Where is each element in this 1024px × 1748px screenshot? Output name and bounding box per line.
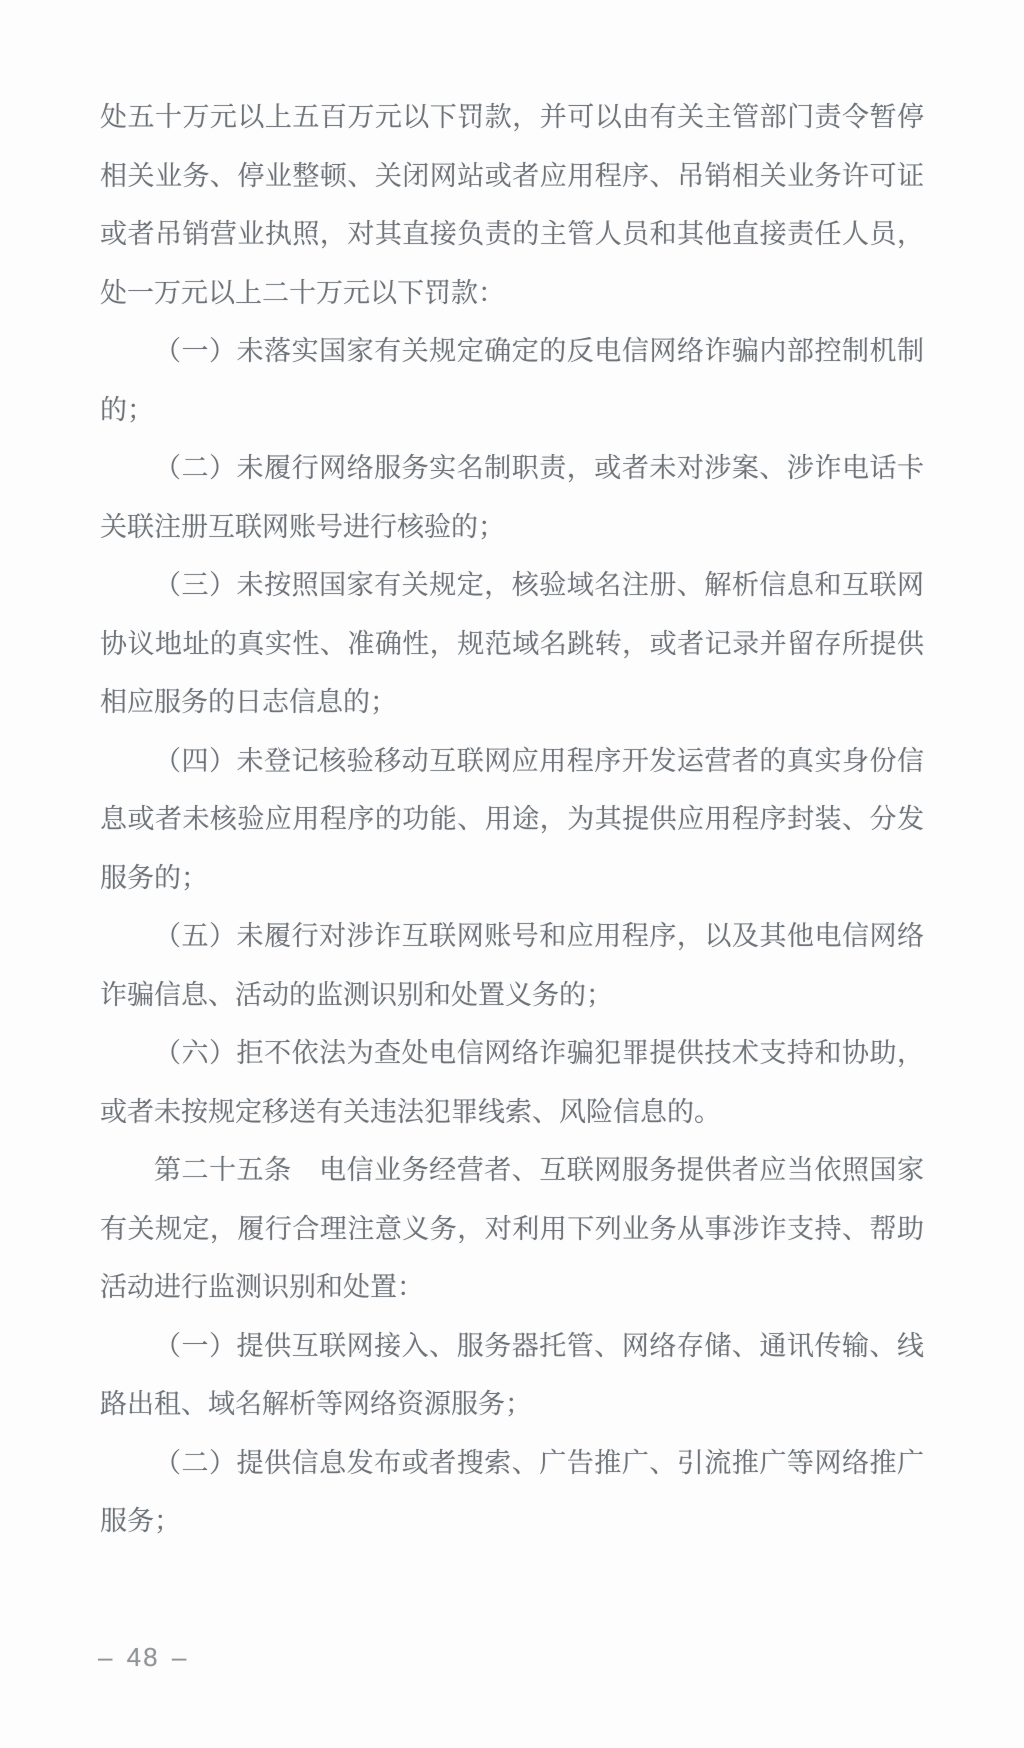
document-body [100, 88, 924, 1551]
clause-item-three: （三）未按照国家有关规定，核验域名注册、解析信息和互联网协议地址的真实性、准确性，规范域名跳转，或者记录并留存所提供相应服务的日志信息的； [100, 570, 924, 717]
clause-item-five: （五）未履行对涉诈互联网账号和应用程序，以及其他电信网络诈骗信息、活动的监测识别和处置义务的； [100, 921, 924, 1010]
clause-item-four: （四）未登记核验移动互联网应用程序开发运营者的真实身份信息或者未核验应用程序的功能、用途，为其提供应用程序封装、分发服务的； [100, 745, 924, 893]
clause-item-six: （六）拒不依法为查处电信网络诈骗犯罪提供技术支持和协助，或者未按规定移送有关违法犯罪线索、风险信息的。 [100, 1038, 924, 1127]
article-25-item-one: （一）提供互联网接入、服务器托管、网络存储、通讯传输、线路出租、域名解析等网络资源服务； [100, 1330, 924, 1419]
clause-item-one: （一）未落实国家有关规定确定的反电信网络诈骗内部控制机制的； [100, 336, 924, 425]
page-number: – 48 – [98, 1642, 189, 1672]
article-25-intro: 第二十五条 电信业务经营者、互联网服务提供者应当依照国家有关规定，履行合理注意义务，对利用下列业务从事涉诈支持、帮助活动进行监测识别和处置： [100, 1155, 924, 1302]
clause-item-two: （二）未履行网络服务实名制职责，或者未对涉案、涉诈电话卡关联注册互联网账号进行核验的； [100, 453, 924, 542]
paragraph-penalty-continuation: 处五十万元以上五百万元以下罚款，并可以由有关主管部门责令暂停相关业务、停业整顿、关闭网站或者应用程序、吊销相关业务许可证或者吊销营业执照，对其直接负责的主管人员和其他直接责任人员，处一万元以上二十万元以下罚款： [100, 102, 924, 308]
article-25-item-two: （二）提供信息发布或者搜索、广告推广、引流推广等网络推广服务； [100, 1447, 924, 1536]
